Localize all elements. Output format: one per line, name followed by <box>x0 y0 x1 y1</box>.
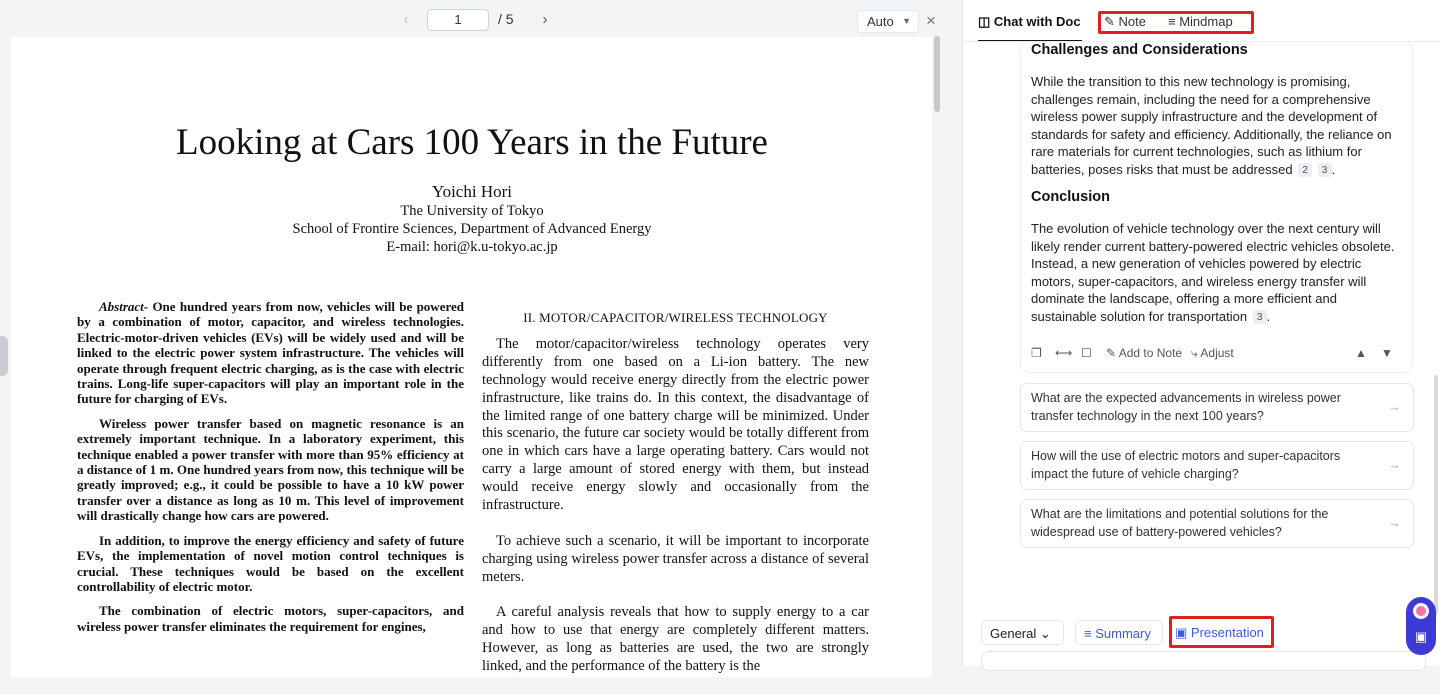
document-title: Looking at Cars 100 Years in the Future <box>176 122 768 163</box>
citation-badge[interactable]: 2 <box>1298 163 1312 177</box>
affiliation-department: School of Frontire Sciences, Department of Advanced Energy <box>292 221 652 237</box>
suggested-question-text: What are the limitations and potential solutions for the widespread use of battery-powered vehicles? <box>1031 507 1329 539</box>
abstract-paragraph: The combination of electric motors, super-capacitors, and wireless power transfer eliminates the requirement for engines, <box>77 603 464 634</box>
arrow-right-icon: → <box>1388 457 1401 472</box>
chevron-left-icon[interactable]: ‹ <box>403 11 409 28</box>
assistant-logo-icon <box>1413 603 1429 619</box>
adjust-icon: ⤷ <box>1191 346 1198 360</box>
tab-chat-label: Chat with Doc <box>993 14 1081 29</box>
panel-tabs <box>963 0 1440 44</box>
thumbs-down-icon[interactable]: ▼ <box>1381 346 1393 360</box>
summary-button[interactable] <box>1075 620 1163 645</box>
adjust-button[interactable] <box>1191 346 1234 361</box>
pencil-icon: ✎ <box>1106 346 1117 360</box>
presentation-button[interactable] <box>1171 620 1271 645</box>
chevron-right-icon[interactable]: › <box>542 11 548 28</box>
chat-panel <box>963 0 1440 666</box>
abstract-paragraph <box>77 299 464 407</box>
sentence-end: . <box>1266 308 1271 324</box>
chat-input[interactable] <box>981 651 1426 671</box>
pdf-page <box>11 37 932 677</box>
document-author: Yoichi Hori <box>432 182 512 201</box>
affiliation-university: The University of Tokyo <box>400 203 544 219</box>
body-paragraph: To achieve such a scenario, it will be important to incorporate charging using wireless power transfer across a distance of several meters. <box>482 532 869 585</box>
tab-chat-with-doc[interactable] <box>978 14 1081 30</box>
abstract-text: One hundred years from now, vehicles will be powered by a combination of motor, capacitor, and wireless technologies. Electric-motor-driven vehicles (EVs) will be widely used and will be linked to the electric power system infrastructure. The vehicles will operate through frequent electric charging, as is the case with electric trains. Long-life super-capacitors will play an important role in the future for charging of EVs. <box>77 299 464 407</box>
tab-note[interactable] <box>1104 14 1146 30</box>
answer-actions <box>1031 342 1406 366</box>
pencil-icon: ✎ <box>1104 14 1115 29</box>
body-paragraph: A careful analysis reveals that how to supply energy to a car and how to use that energy are completely different matters. However, as long as batteries are used, the two are strongly linked, and the performance of the battery is the <box>482 604 869 675</box>
page-total: / 5 <box>498 11 514 27</box>
panel-scrollbar[interactable] <box>1434 375 1438 615</box>
assistant-fab[interactable] <box>1406 597 1436 655</box>
adjust-label: Adjust <box>1200 346 1234 360</box>
summary-icon: ≡ <box>1084 626 1092 641</box>
zoom-value: Auto <box>867 14 894 29</box>
add-to-note-button[interactable] <box>1106 346 1182 360</box>
author-email: E-mail: hori@k.u-tokyo.ac.jp <box>386 239 558 255</box>
viewer-scrollbar[interactable] <box>934 36 940 112</box>
mode-value: General <box>990 626 1037 641</box>
citation-badge[interactable]: 3 <box>1253 310 1267 324</box>
abstract-label: Abstract- <box>99 299 149 314</box>
viewer-toolbar <box>0 0 948 40</box>
thumbs-up-icon[interactable]: ▲ <box>1355 346 1367 360</box>
arrow-right-icon: → <box>1388 399 1401 414</box>
bookmark-icon[interactable]: ☐ <box>1081 346 1092 360</box>
mindmap-icon: ≡ <box>1168 14 1176 29</box>
mode-select[interactable] <box>981 620 1064 645</box>
chat-toolbar <box>963 616 1440 648</box>
page-number-input[interactable]: 1 <box>427 9 489 31</box>
sidebar-toggle-handle[interactable] <box>0 336 8 376</box>
section-column <box>482 309 869 694</box>
chat-doc-icon: ◫ <box>978 14 991 29</box>
tab-note-label: Note <box>1118 14 1146 29</box>
summary-label: Summary <box>1095 626 1151 641</box>
suggested-question[interactable] <box>1020 499 1414 548</box>
suggested-question-text: What are the expected advancements in wireless power transfer technology in the next 100 years? <box>1031 391 1341 423</box>
image-edit-icon[interactable]: ▣ <box>1414 629 1428 644</box>
answer-paragraph-challenges <box>1031 73 1406 178</box>
suggested-question-text: How will the use of electric motors and super-capacitors impact the future of vehicle charging? <box>1031 449 1341 481</box>
tab-mindmap[interactable] <box>1168 14 1233 29</box>
citation-badge[interactable]: 3 <box>1318 163 1332 177</box>
chevron-down-icon: ⌄ <box>1039 626 1051 641</box>
answer-card <box>1021 42 1412 372</box>
tab-mindmap-label: Mindmap <box>1179 14 1233 29</box>
sentence-end: . <box>1331 161 1336 177</box>
answer-heading-challenges: Challenges and Considerations <box>1031 42 1248 58</box>
add-to-note-label: Add to Note <box>1118 346 1183 360</box>
zoom-select[interactable] <box>857 10 919 33</box>
suggested-question[interactable] <box>1020 383 1414 432</box>
body-paragraph: The motor/capacitor/wireless technology operates very differently from one based on a Li-ion battery. The new technology would receive energy directly from the electric power infrastructure, like trains do. In this context, the disadvantage of the limited range of one battery charge will be minimized. Under this scenario, the future car society would be totally different from one in which cars have a large operating battery. Cars would not carry a large amount of stored energy with them, but instead would receive energy slowly and occasionally from the infrastructure. <box>482 335 869 514</box>
arrow-right-icon: → <box>1388 515 1401 530</box>
conclusion-text: The evolution of vehicle technology over the next century will likely render current battery-powered electric vehicles obsolete. Instead, a new generation of vehicles powered by electric motors, super-capacitors, and wireless energy transfer will dominate the landscape, offering a more efficient and sustainable solution for transportation <box>1031 221 1395 324</box>
challenges-text: While the transition to this new technology is promising, challenges remain, including the need for a comprehensive wireless power supply infrastructure and the development of standards for safety and efficiency. Additionally, the reliance on rare materials for current technologies, such as lithium for batteries, poses risks that must be addressed <box>1031 74 1392 177</box>
answer-paragraph-conclusion <box>1031 220 1406 325</box>
copy-icon[interactable]: ❐ <box>1031 346 1042 360</box>
close-icon[interactable]: × <box>926 11 936 30</box>
presentation-label: Presentation <box>1190 625 1264 640</box>
section-heading: II. MOTOR/CAPACITOR/WIRELESS TECHNOLOGY <box>523 310 828 325</box>
abstract-column <box>77 299 464 643</box>
abstract-paragraph: Wireless power transfer based on magnetic resonance is an extremely important technique. In a laboratory experiment, this technique enabled a power transfer with more than 95% efficiency at a distance of 1 m. One hundred years from now, this technique will be greatly improved; e.g., it could be possible to have a 10 kW power transfer over a distance as long as 10 m. This level of improvement will drastically change how cars are powered. <box>77 415 464 524</box>
share-icon[interactable]: ⟷ <box>1055 346 1073 360</box>
abstract-paragraph: In addition, to improve the energy efficiency and safety of future EVs, the implementation of novel motion control techniques is crucial. These techniques would be based on the excellent controllability of electric motor. <box>77 532 464 594</box>
presentation-icon: ▣ <box>1175 625 1188 640</box>
chevron-down-icon: ▼ <box>902 16 911 26</box>
suggested-question[interactable] <box>1020 441 1414 490</box>
answer-heading-conclusion: Conclusion <box>1031 189 1110 205</box>
